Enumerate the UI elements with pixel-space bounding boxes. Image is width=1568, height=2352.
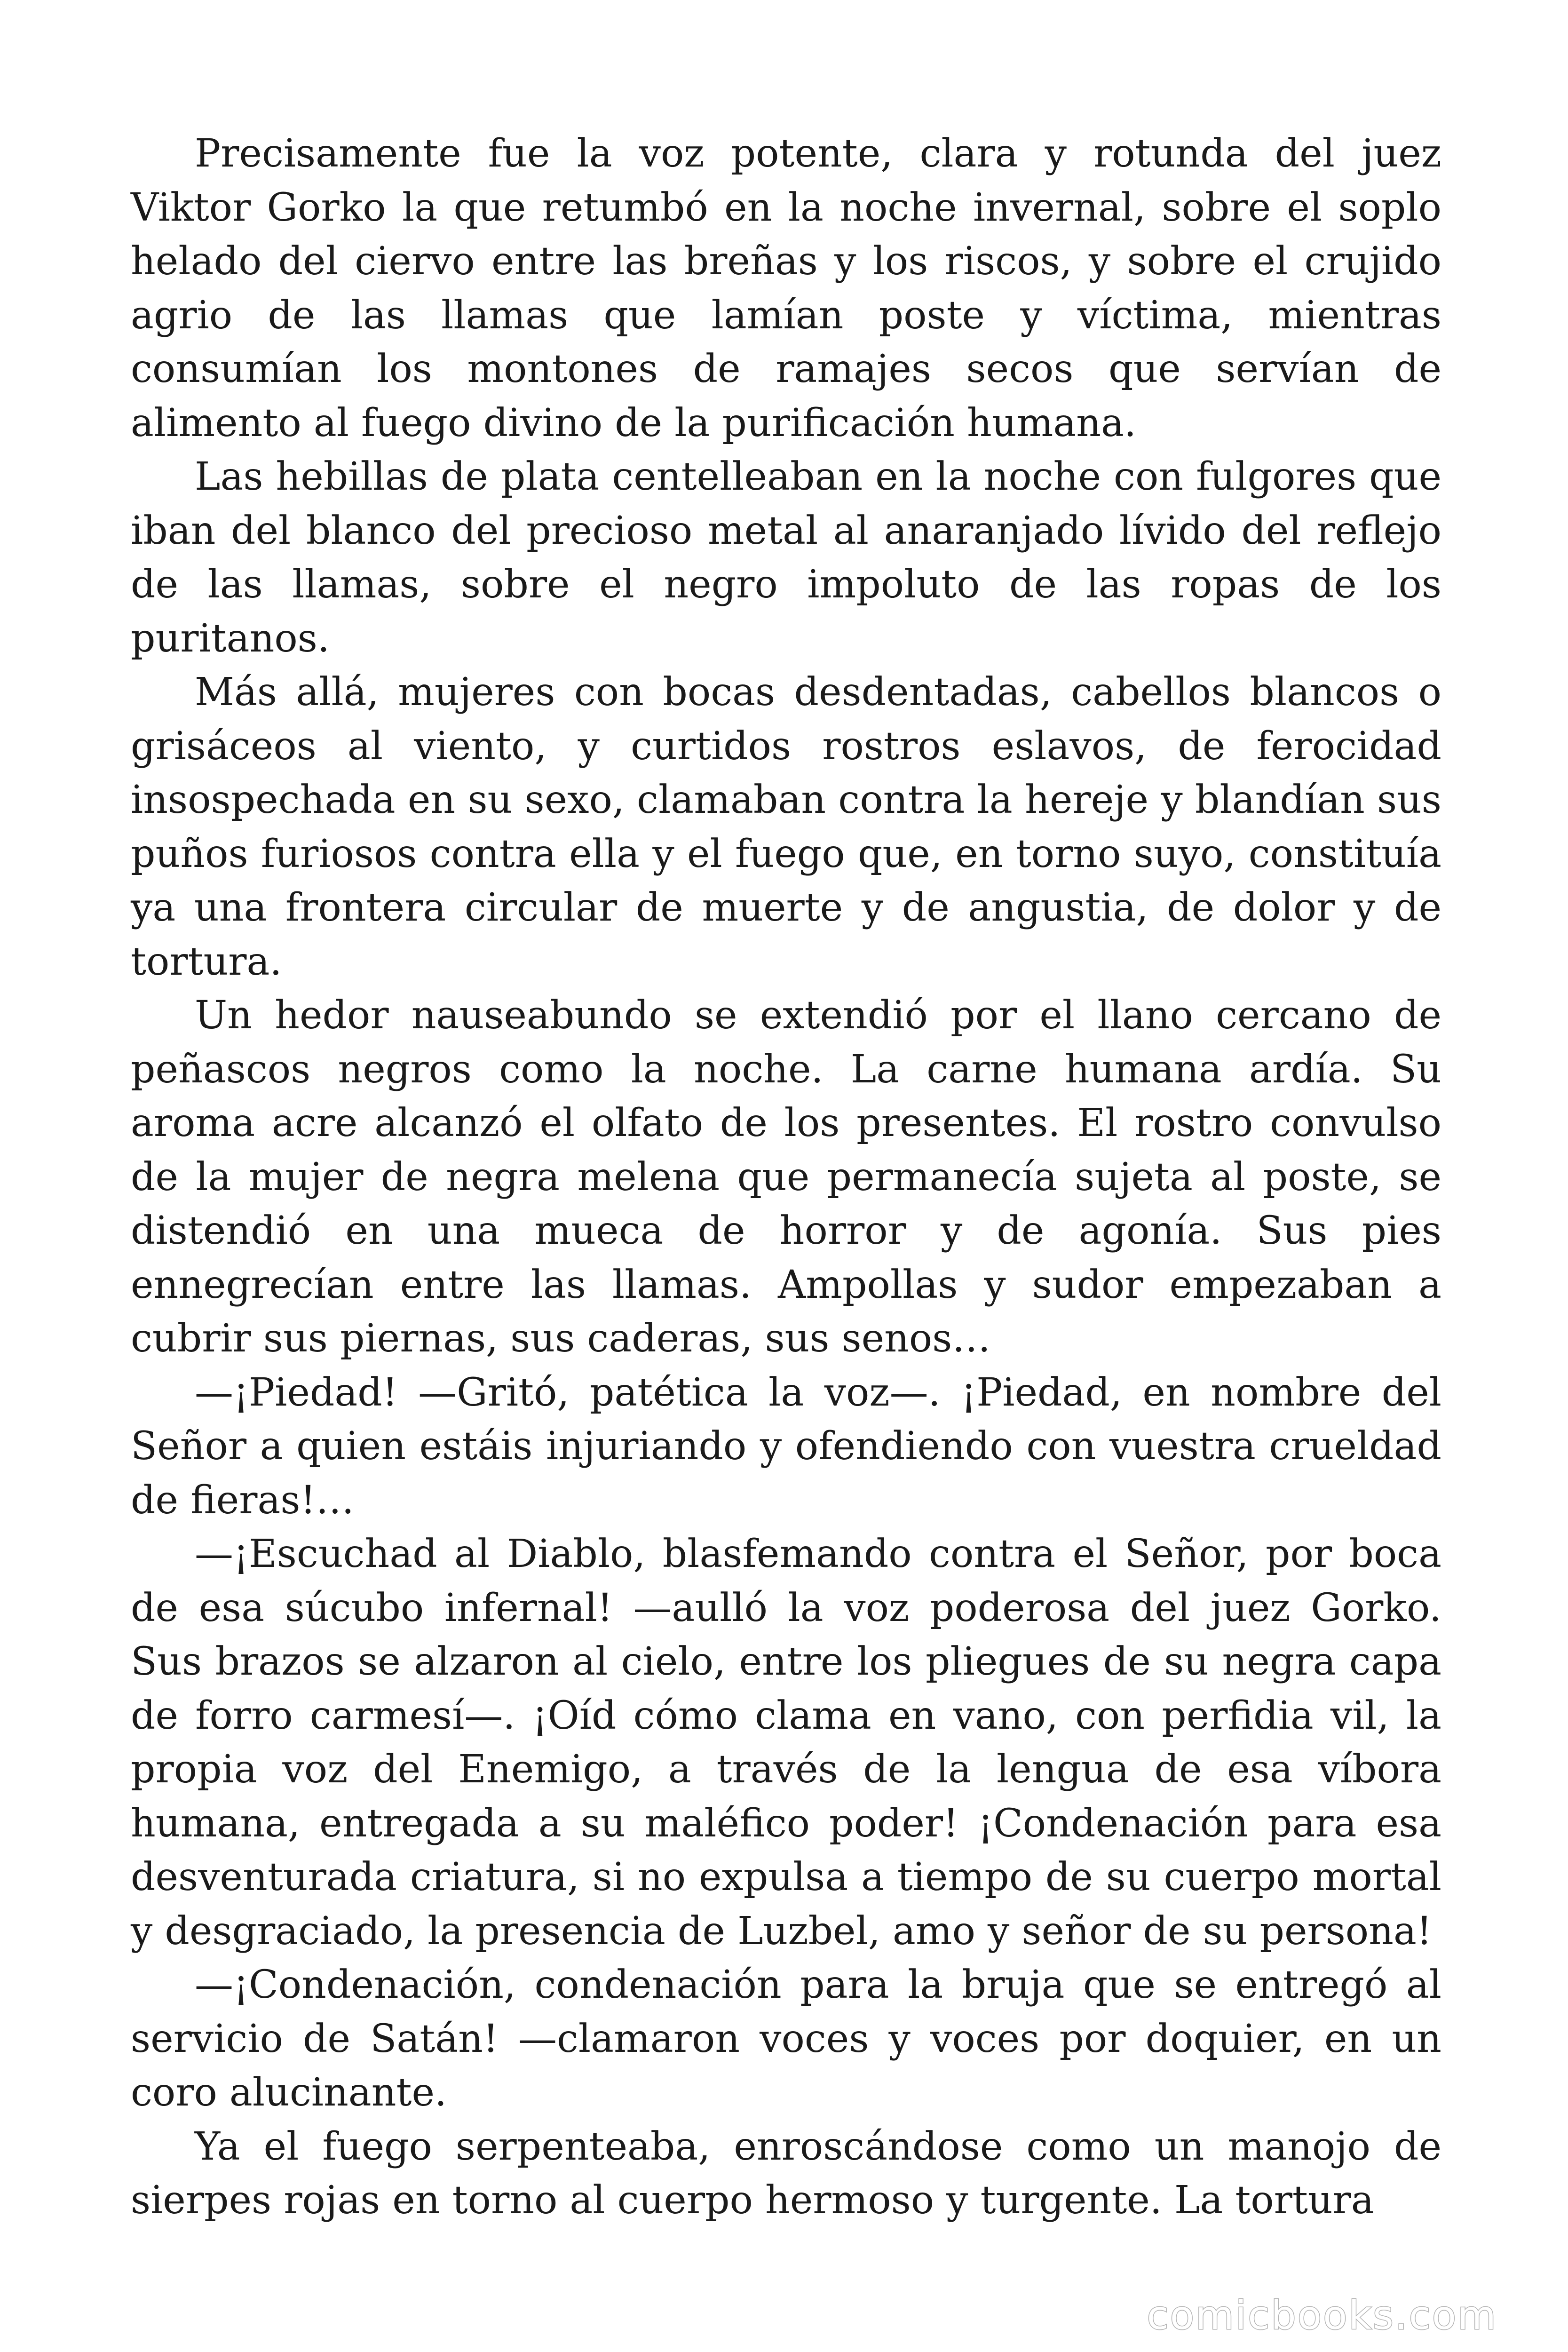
paragraph-8: Ya el fuego serpenteaba, enroscándose como un manojo de sierpes rojas en torno al cuerpo hermoso y turgente. La tortura [131, 2124, 1441, 2223]
paragraph-4: Un hedor nauseabundo se extendió por el llano cercano de peñascos negros como la noche. La carne humana ardía. Su aroma acre alcanzó el olfato de los presentes. El rostro convulso de la mujer de negra melena que permanecía sujeta al poste, se distendió en una mueca de horror y de agonía. Sus pies ennegrecían entre las llamas. Ampollas y sudor empezaban a cubrir sus piernas, sus caderas, sus senos… [131, 993, 1441, 1361]
paragraph-2: Las hebillas de plata centelleaban en la noche con fulgores que iban del blanco del precioso metal al anaranjado lívido del reflejo de las llamas, sobre el negro impoluto de las ropas de los puritanos. [131, 454, 1441, 661]
paragraph-3: Más allá, mujeres con bocas desdentadas, cabellos blancos o grisáceos al viento, y curtidos rostros eslavos, de ferocidad insospechada en su sexo, clamaban contra la hereje y blandían sus puños furiosos contra ella y el fuego que, en torno suyo, constituía ya una frontera circular de muerte y de angustia, de dolor y de tortura. [131, 670, 1441, 984]
paragraph-6: —¡Escuchad al Diablo, blasfemando contra el Señor, por boca de esa súcubo infernal! —aulló la voz poderosa del juez Gorko. Sus brazos se alzaron al cielo, entre los pliegues de su negra capa de forro carmesí—. ¡Oíd cómo clama en vano, con perfidia vil, la propia voz del Enemigo, a través de la lengua de esa víbora humana, entregada a su maléfico poder! ¡Condenación para esa desventurada criatura, si no expulsa a tiempo de su cuerpo mortal y desgraciado, la presencia de Luzbel, amo y señor de su persona! [131, 1532, 1441, 1954]
paragraph-1: Precisamente fue la voz potente, clara y rotunda del juez Viktor Gorko la que retumbó en la noche invernal, sobre el soplo helado del ciervo entre las breñas y los riscos, y sobre el crujido agrio de las llamas que lamían poste y víctima, mientras consumían los montones de ramajes secos que servían de alimento al fuego divino de la purificación humana. [131, 131, 1441, 445]
watermark: comicbooks.com [1147, 2292, 1497, 2338]
body-text [131, 127, 1441, 2228]
paragraph-7: —¡Condenación, condenación para la bruja que se entregó al servicio de Satán! —clamaron voces y voces por doquier, en un coro alucinante. [131, 1963, 1441, 2115]
paragraph-5: —¡Piedad! —Gritó, patética la voz—. ¡Piedad, en nombre del Señor a quien estáis injuriando y ofendiendo con vuestra crueldad de fieras!… [131, 1370, 1441, 1523]
